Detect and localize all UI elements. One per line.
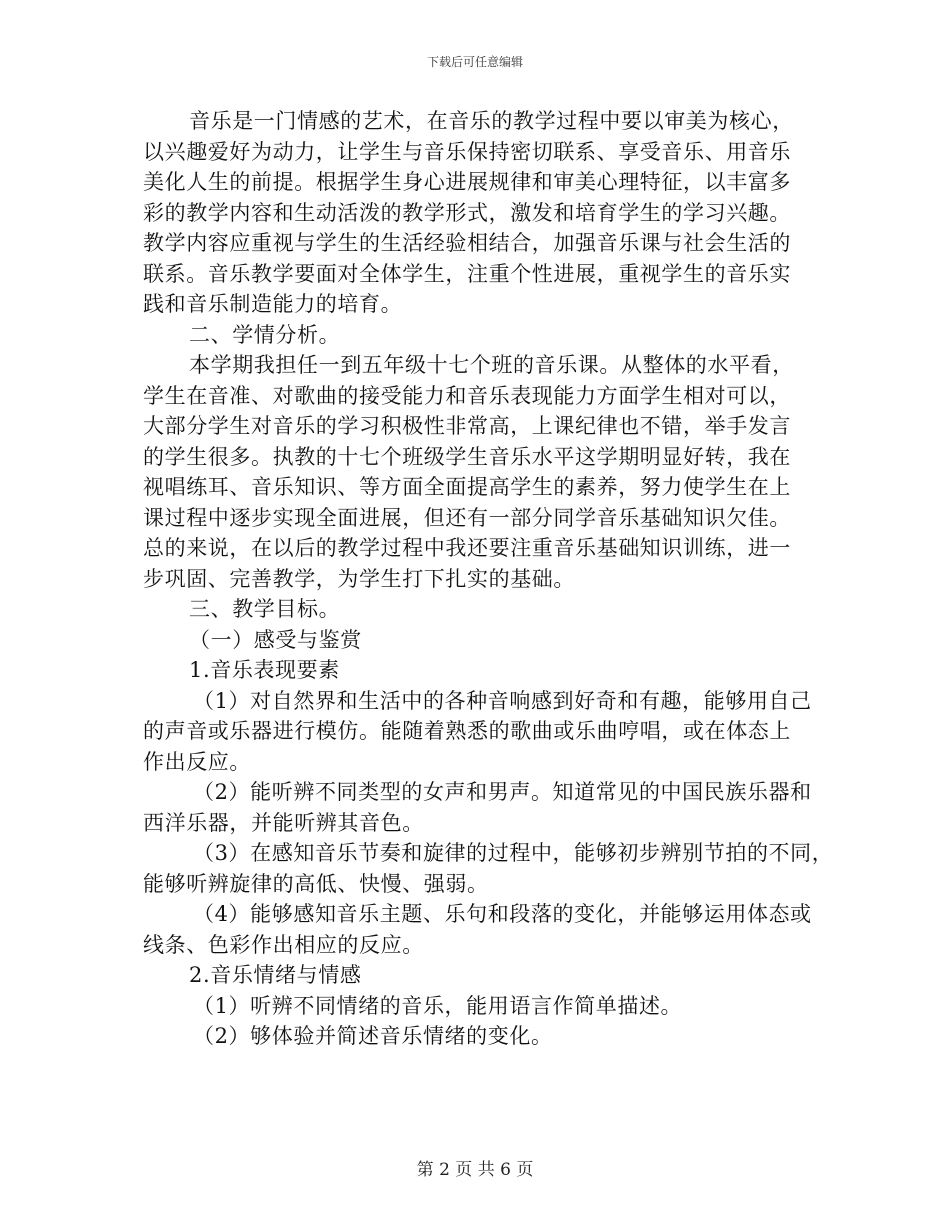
text-line: 课过程中逐步实现全面进展，但还有一部分同学音乐基础知识欠佳。 xyxy=(143,505,791,530)
text-line: 总的来说，在以后的教学过程中我还要注重音乐基础知识训练，进一 xyxy=(143,536,791,560)
text-line: 彩的教学内容和生动活泼的教学形式，激发和培育学生的学习兴趣。 xyxy=(143,200,791,225)
text-line: 2.音乐情绪与情感 xyxy=(189,963,362,987)
text-line: （4）能够感知音乐主题、乐句和段落的变化，并能够运用体态或 xyxy=(193,902,812,926)
text-line: 线条、色彩作出相应的反应。 xyxy=(143,932,424,957)
text-line: （2）能听辨不同类型的女声和男声。知道常见的中国民族乐器和 xyxy=(193,780,812,804)
text-line: 践和音乐制造能力的培育。 xyxy=(143,292,403,316)
text-line: （一）感受与鉴赏 xyxy=(189,627,362,652)
text-line: 西洋乐器，并能听辨其音色。 xyxy=(143,810,424,835)
text-line: 美化人生的前提。根据学生身心进展规律和审美心理特征，以丰富多 xyxy=(143,170,791,194)
text-line: 以兴趣爱好为动力，让学生与音乐保持密切联系、享受音乐、用音乐 xyxy=(143,139,791,164)
text-line: 二、学情分析。 xyxy=(189,322,341,347)
text-line: 大部分学生对音乐的学习积极性非常高，上课纪律也不错，举手发言 xyxy=(143,414,791,438)
document-body xyxy=(143,106,834,1052)
text-line: 教学内容应重视与学生的生活经验相结合，加强音乐课与社会生活的 xyxy=(143,231,791,255)
text-line: 1.音乐表现要素 xyxy=(189,658,340,682)
text-line: 学生在音准、对歌曲的接受能力和音乐表现能力方面学生相对可以， xyxy=(143,383,791,408)
text-line: 视唱练耳、音乐知识、等方面全面提高学生的素养，努力使学生在上 xyxy=(143,475,791,499)
text-line: （1）对自然界和生活中的各种音响感到好奇和有趣，能够用自己 xyxy=(193,688,812,713)
text-line: 联系。音乐教学要面对全体学生，注重个性进展，重视学生的音乐实 xyxy=(143,261,791,286)
page-header: 下载后可任意编辑 xyxy=(426,55,523,69)
text-line: （1）听辨不同情绪的音乐，能用语言作简单描述。 xyxy=(193,993,683,1018)
text-line: 本学期我担任一到五年级十七个班的音乐课。从整体的水平看， xyxy=(189,353,794,377)
text-line: 的声音或乐器进行模仿。能随着熟悉的歌曲或乐曲哼唱，或在体态上 xyxy=(143,719,791,743)
text-line: 能够听辨旋律的高低、快慢、强弱。 xyxy=(143,871,489,896)
text-line: 作出反应。 xyxy=(143,749,251,774)
page-footer: 第 2 页 共 6 页 xyxy=(416,1160,534,1180)
text-line: 步巩固、完善教学，为学生打下扎实的基础。 xyxy=(143,566,575,591)
text-line: （3）在感知音乐节奏和旋律的过程中，能够初步辨别节拍的不同， xyxy=(193,841,834,865)
text-line: （2）够体验并简述音乐情绪的变化。 xyxy=(193,1024,553,1048)
text-line: 三、教学目标。 xyxy=(189,597,341,621)
text-line: 的学生很多。执教的十七个班级学生音乐水平这学期明显好转，我在 xyxy=(143,444,791,469)
text-line: 音乐是一门情感的艺术，在音乐的教学过程中要以审美为核心， xyxy=(189,109,794,133)
